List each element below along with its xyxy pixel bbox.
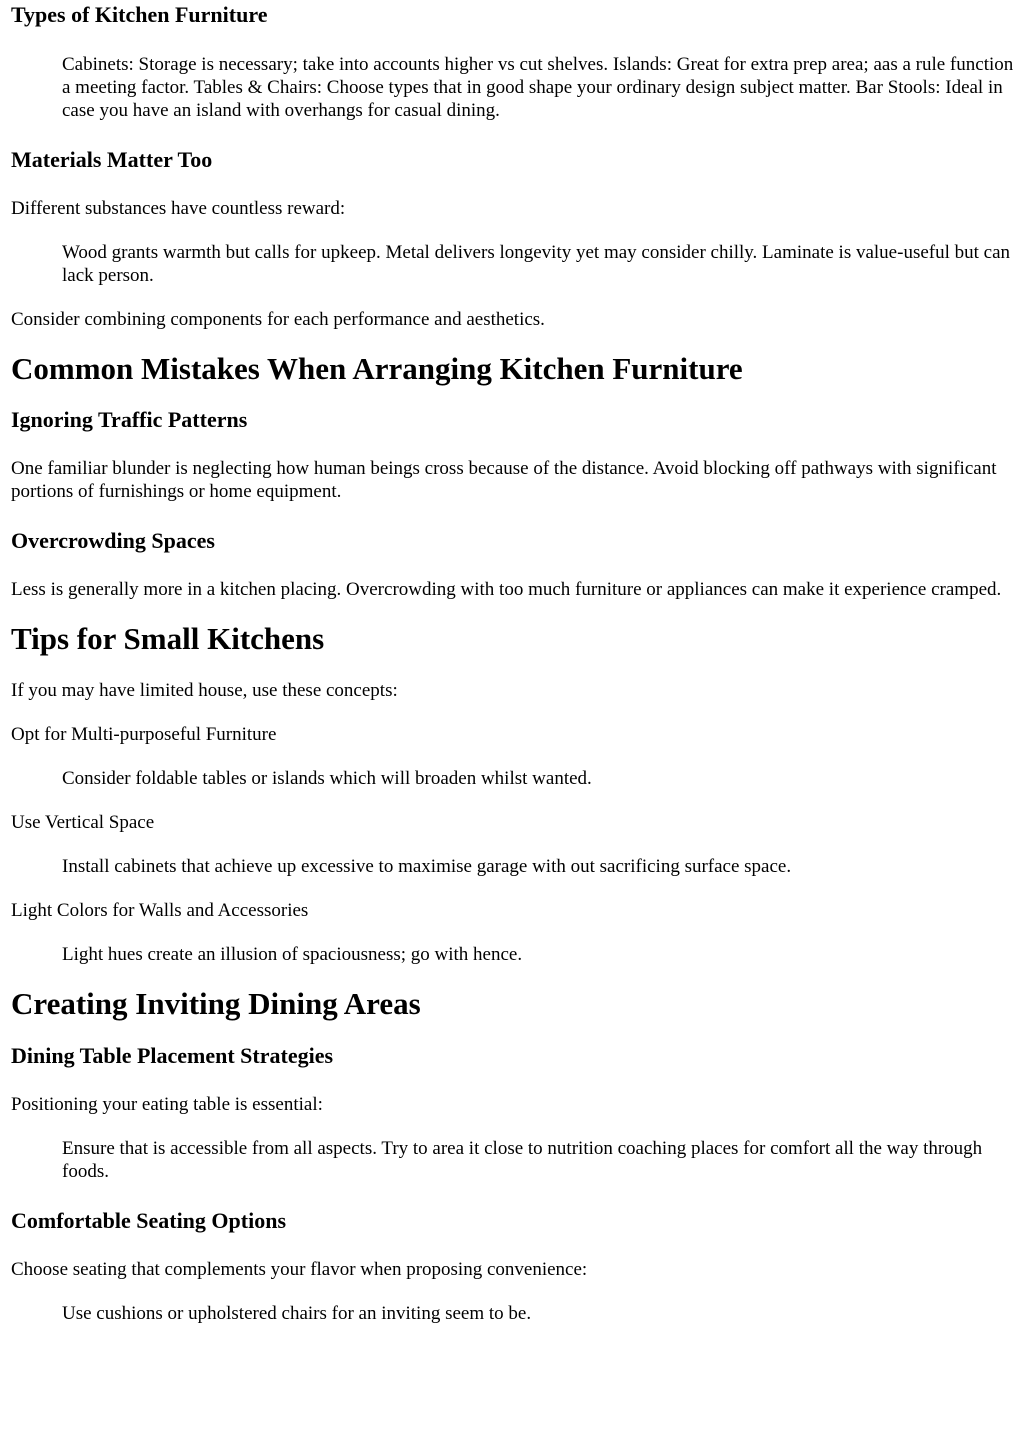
tip-text-multipurpose: Consider foldable tables or islands which will broaden whilst wanted. bbox=[62, 768, 592, 789]
materials-blockquote: Wood grants warmth but calls for upkeep. Metal delivers longevity yet may consider chilly. Laminate is value-useful but can lack person. bbox=[62, 242, 1011, 286]
small-intro: If you may have limited house, use these concepts: bbox=[11, 680, 398, 701]
subheading-traffic: Ignoring Traffic Patterns bbox=[11, 407, 248, 432]
traffic-text: One familiar blunder is neglecting how human beings cross because of the distance. Avoid blocking off pathways with significant portions of furnishings or home equipment. bbox=[11, 458, 997, 502]
section-heading-small-kitchens: Tips for Small Kitchens bbox=[11, 621, 325, 656]
subheading-seating: Comfortable Seating Options bbox=[11, 1208, 286, 1233]
tip-title-multipurpose: Opt for Multi-purposeful Furniture bbox=[11, 724, 277, 745]
seating-intro: Choose seating that complements your flavor when proposing convenience: bbox=[11, 1259, 588, 1280]
section-heading-dining: Creating Inviting Dining Areas bbox=[11, 986, 421, 1021]
overcrowding-text: Less is generally more in a kitchen placing. Overcrowding with too much furniture or appliances can make it experience cramped. bbox=[11, 579, 1002, 600]
types-blockquote: Cabinets: Storage is necessary; take into accounts higher vs cut shelves. Islands: Great for extra prep area; aas a rule function a meeting factor. Tables & Chairs: Choose types that in good shape your ordinary design subject matter. Bar Stools: Ideal in case you have an island with overhangs for casual dining. bbox=[62, 54, 1014, 121]
tip-title-light-colors: Light Colors for Walls and Accessories bbox=[11, 900, 309, 921]
subheading-overcrowding: Overcrowding Spaces bbox=[11, 528, 215, 553]
subheading-table-placement: Dining Table Placement Strategies bbox=[11, 1043, 334, 1068]
placement-intro: Positioning your eating table is essential: bbox=[11, 1094, 323, 1115]
section-heading-materials: Materials Matter Too bbox=[11, 147, 213, 172]
placement-blockquote: Ensure that is accessible from all aspects. Try to area it close to nutrition coaching places for comfort all the way through foods. bbox=[62, 1138, 983, 1182]
tip-title-vertical: Use Vertical Space bbox=[11, 812, 155, 833]
seating-blockquote: Use cushions or upholstered chairs for an inviting seem to be. bbox=[62, 1303, 532, 1324]
tip-text-vertical: Install cabinets that achieve up excessive to maximise garage with out sacrificing surface space. bbox=[62, 856, 792, 877]
tip-text-light-colors: Light hues create an illusion of spaciousness; go with hence. bbox=[62, 944, 523, 965]
materials-intro: Different substances have countless reward: bbox=[11, 198, 346, 219]
section-heading-types: Types of Kitchen Furniture bbox=[11, 2, 268, 27]
materials-outro: Consider combining components for each performance and aesthetics. bbox=[11, 309, 545, 330]
section-heading-mistakes: Common Mistakes When Arranging Kitchen Furniture bbox=[11, 351, 743, 386]
